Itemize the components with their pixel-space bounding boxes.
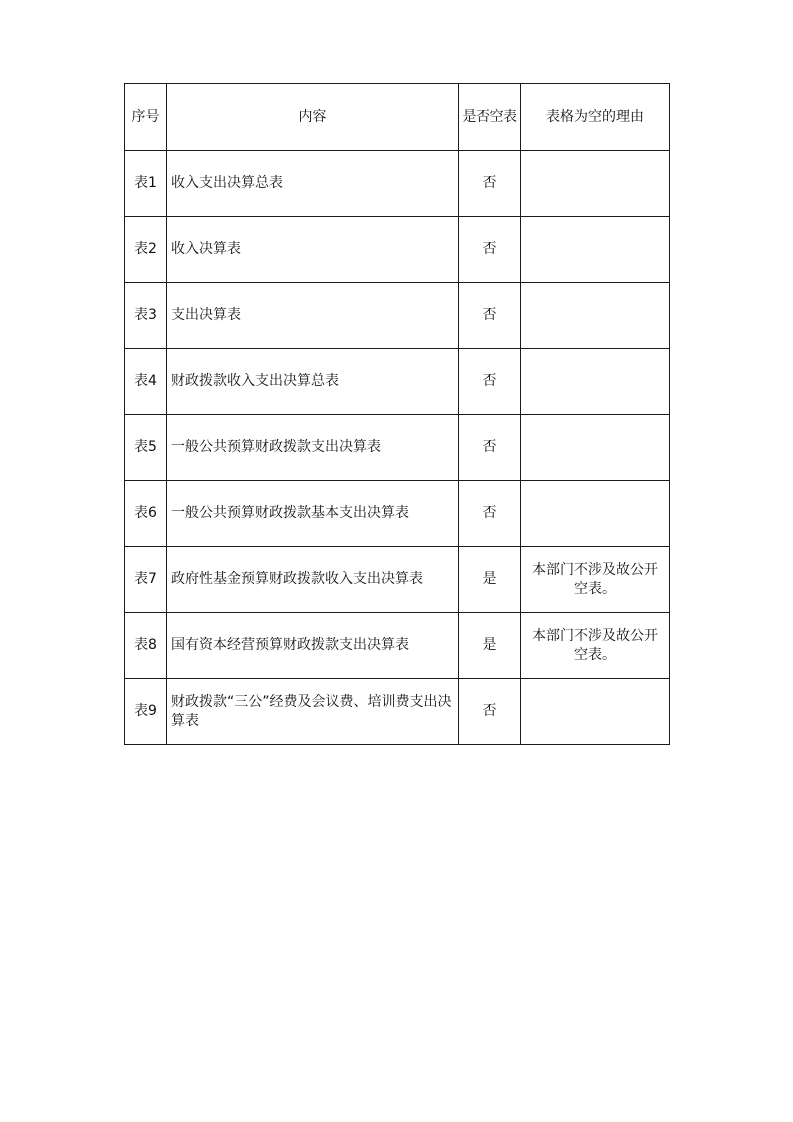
table-row (125, 217, 670, 283)
row-number: 表9 (125, 679, 167, 745)
row-is-empty: 否 (459, 481, 521, 547)
row-is-empty: 是 (459, 547, 521, 613)
table-row (125, 151, 670, 217)
row-is-empty: 否 (459, 415, 521, 481)
row-reason (521, 481, 670, 547)
row-reason: 本部门不涉及故公开空表。 (521, 547, 670, 613)
row-reason (521, 679, 670, 745)
row-reason (521, 349, 670, 415)
row-is-empty: 否 (459, 217, 521, 283)
row-content: 财政拨款收入支出决算总表 (167, 349, 459, 415)
row-content: 财政拨款“三公”经费及会议费、培训费支出决算表 (167, 679, 459, 745)
row-content: 支出决算表 (167, 283, 459, 349)
row-number: 表1 (125, 151, 167, 217)
row-is-empty: 否 (459, 679, 521, 745)
table-header-row (125, 84, 670, 151)
row-number: 表8 (125, 613, 167, 679)
row-number: 表7 (125, 547, 167, 613)
header-no: 序号 (125, 84, 167, 151)
table-row (125, 679, 670, 745)
row-number: 表3 (125, 283, 167, 349)
row-number: 表6 (125, 481, 167, 547)
row-content: 国有资本经营预算财政拨款支出决算表 (167, 613, 459, 679)
table-row (125, 415, 670, 481)
row-reason (521, 415, 670, 481)
row-number: 表4 (125, 349, 167, 415)
row-content: 收入支出决算总表 (167, 151, 459, 217)
table-row (125, 283, 670, 349)
row-content: 一般公共预算财政拨款基本支出决算表 (167, 481, 459, 547)
table-row (125, 481, 670, 547)
row-reason (521, 151, 670, 217)
row-number: 表5 (125, 415, 167, 481)
row-content: 收入决算表 (167, 217, 459, 283)
header-is-empty: 是否空表 (459, 84, 521, 151)
header-reason: 表格为空的理由 (521, 84, 670, 151)
row-is-empty: 否 (459, 151, 521, 217)
row-is-empty: 否 (459, 283, 521, 349)
table-row (125, 349, 670, 415)
row-reason (521, 217, 670, 283)
disclosure-table (124, 83, 670, 745)
row-reason (521, 283, 670, 349)
row-is-empty: 是 (459, 613, 521, 679)
header-content: 内容 (167, 84, 459, 151)
row-reason: 本部门不涉及故公开空表。 (521, 613, 670, 679)
row-content: 政府性基金预算财政拨款收入支出决算表 (167, 547, 459, 613)
table-row (125, 613, 670, 679)
row-is-empty: 否 (459, 349, 521, 415)
table-row (125, 547, 670, 613)
row-number: 表2 (125, 217, 167, 283)
row-content: 一般公共预算财政拨款支出决算表 (167, 415, 459, 481)
